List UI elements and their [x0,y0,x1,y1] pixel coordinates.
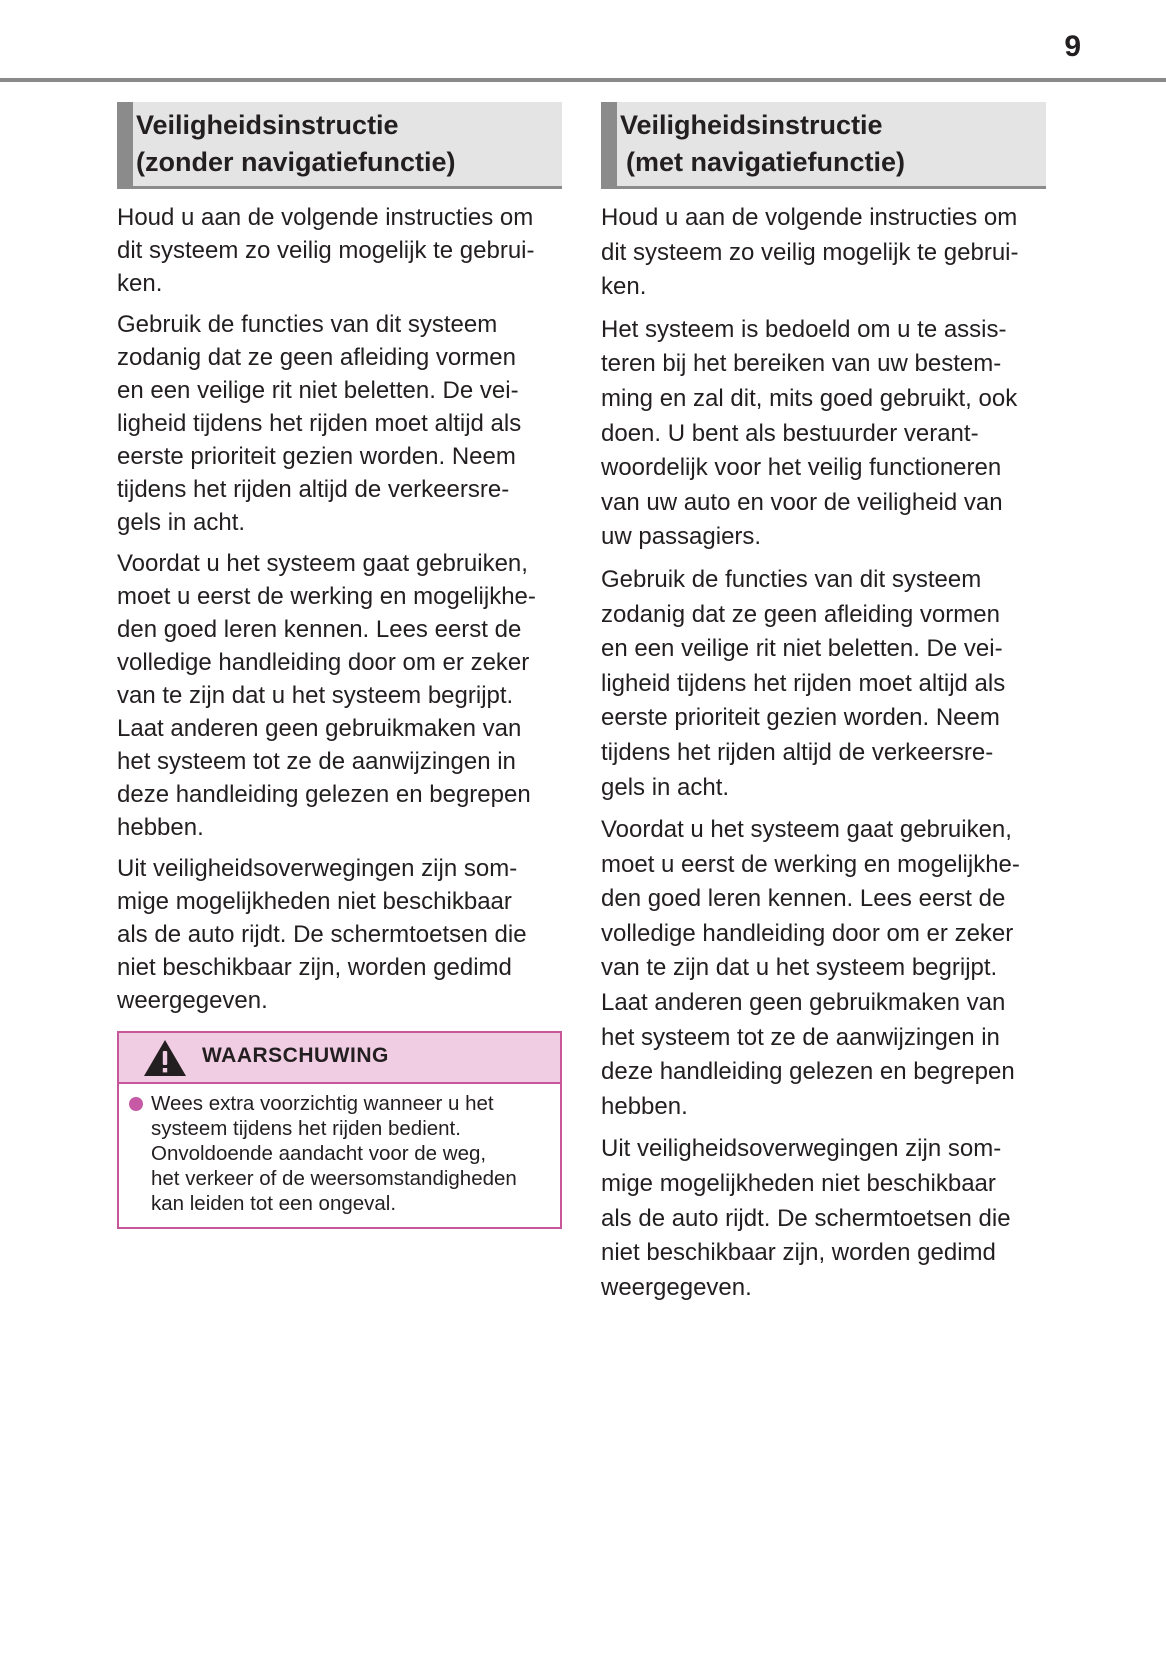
text-line: Gebruik de functies van dit systeem [117,311,498,338]
text-line: Laat anderen geen gebruikmaken van [117,715,522,742]
text-line: ming en zal dit, mits goed gebruikt, ook [601,384,1018,412]
text-line: den goed leren kennen. Lees eerst de [601,885,1006,913]
text-line: den goed leren kennen. Lees eerst de [117,616,522,643]
paragraph-distraction [601,563,1046,805]
text-line: kan leiden tot een ongeval. [151,1192,397,1215]
text-line: ken. [117,270,163,297]
paragraph-navigation-assist [601,313,1046,555]
paragraph-read-manual [117,547,562,844]
text-line: het systeem tot ze de aanwijzingen in [601,1023,1000,1051]
text-line: ligheid tijdens het rijden moet altijd als [601,669,1006,697]
text-line: mige mogelijkheden niet beschikbaar [117,888,512,915]
warning-body [119,1084,560,1227]
paragraph-intro [117,201,562,300]
left-column [117,102,562,1229]
paragraph-dimmed-keys [601,1132,1046,1305]
text-line: doen. U bent als bestuurder verant- [601,419,979,447]
paragraph-intro [601,201,1046,305]
text-line: Uit veiligheidsoverwegingen zijn som- [117,855,518,882]
paragraph-distraction [117,308,562,539]
warning-text [151,1091,552,1216]
section-heading-without-navigation [117,102,562,189]
text-line: van te zijn dat u het systeem begrijpt. [601,954,998,982]
text-line: niet beschikbaar zijn, worden gedimd [601,1239,996,1267]
text-line: Voordat u het systeem gaat gebruiken, [601,816,1012,844]
text-line: van uw auto en voor de veiligheid van [601,488,1003,516]
text-line: Gebruik de functies van dit systeem [601,565,982,593]
text-line: systeem tijdens het rijden bedient. [151,1117,461,1140]
section-heading-with-navigation [601,102,1046,189]
heading-line: Veiligheidsinstructie [136,110,399,140]
warning-box [117,1031,562,1229]
text-line: deze handleiding gelezen en begrepen [601,1058,1015,1086]
text-line: Voordat u het systeem gaat gebruiken, [117,550,528,577]
text-line: ken. [601,273,647,301]
paragraph-dimmed-keys [117,852,562,1017]
text-line: hebben. [601,1092,688,1120]
text-line: zodanig dat ze geen afleiding vormen [601,600,1000,628]
text-line: volledige handleiding door om er zeker [117,649,530,676]
heading-line: (met navigatiefunctie) [626,147,906,177]
text-line: volledige handleiding door om er zeker [601,919,1014,947]
text-line: zodanig dat ze geen afleiding vormen [117,344,516,371]
text-line: gels in acht. [601,773,730,801]
text-line: weergegeven. [117,987,268,1014]
text-line: en een veilige rit niet beletten. De vei- [117,377,519,404]
text-line: tijdens het rijden altijd de verkeersre- [601,738,994,766]
warning-title: WAARSCHUWING [202,1044,389,1067]
text-line: deze handleiding gelezen en begrepen [117,781,531,808]
text-line: mige mogelijkheden niet beschikbaar [601,1170,996,1198]
text-line: Het systeem is bedoeld om u te assis- [601,315,1007,343]
text-line: het systeem tot ze de aanwijzingen in [117,748,516,775]
text-line: Onvoldoende aandacht voor de weg, [151,1142,487,1165]
text-line: moet u eerst de werking en mogelijkhe- [601,850,1020,878]
right-column [601,102,1046,1313]
heading-line: (zonder navigatiefunctie) [136,147,456,177]
text-line: niet beschikbaar zijn, worden gedimd [117,954,512,981]
text-line: moet u eerst de werking en mogelijkhe- [117,583,536,610]
text-line: woordelijk voor het veilig functioneren [601,454,1002,482]
text-line: teren bij het bereiken van uw bestem- [601,350,1002,378]
text-line: hebben. [117,814,204,841]
text-line: het verkeer of de weersomstandigheden [151,1167,517,1190]
text-line: uw passagiers. [601,523,762,551]
text-line: van te zijn dat u het systeem begrijpt. [117,682,514,709]
heading-line: Veiligheidsinstructie [620,110,883,140]
text-line: eerste prioriteit gezien worden. Neem [117,443,516,470]
text-line: als de auto rijdt. De schermtoetsen die [117,921,527,948]
text-line: dit systeem zo veilig mogelijk te gebrui- [117,237,535,264]
text-line: en een veilige rit niet beletten. De vei- [601,635,1003,663]
text-line: Houd u aan de volgende instructies om [117,204,534,231]
text-line: weergegeven. [601,1273,752,1301]
text-line: Wees extra voorzichtig wanneer u het [151,1092,494,1115]
text-line: Houd u aan de volgende instructies om [601,204,1018,231]
text-line: dit systeem zo veilig mogelijk te gebrui- [601,238,1019,266]
header-divider [0,78,1166,82]
warning-triangle-icon [143,1039,187,1077]
text-line: tijdens het rijden altijd de verkeersre- [117,476,510,503]
warning-header [119,1033,560,1084]
text-line: gels in acht. [117,509,246,536]
page-number: 9 [1064,30,1082,63]
paragraph-read-manual [601,813,1046,1124]
text-line: Laat anderen geen gebruikmaken van [601,989,1006,1017]
text-line: Uit veiligheidsoverwegingen zijn som- [601,1135,1002,1163]
text-line: ligheid tijdens het rijden moet altijd als [117,410,522,437]
text-line: als de auto rijdt. De schermtoetsen die [601,1204,1011,1232]
text-line: eerste prioriteit gezien worden. Neem [601,704,1000,732]
bullet-dot-icon [129,1097,143,1111]
